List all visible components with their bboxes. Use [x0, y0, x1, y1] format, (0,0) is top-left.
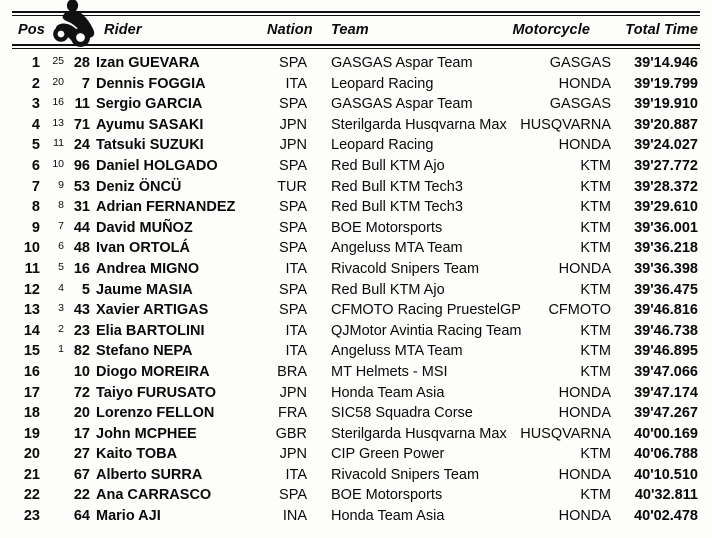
row-points: 7 [58, 219, 64, 232]
row-total-time: 39'14.946 [634, 55, 698, 71]
row-motorcycle: KTM [580, 487, 611, 504]
row-team: Angeluss MTA Team [331, 343, 463, 360]
row-rider-name: Ana CARRASCO [96, 487, 212, 504]
row-team: Red Bull KTM Tech3 [331, 178, 463, 195]
row-rider-name: Ayumu SASAKI [96, 116, 204, 133]
row-total-time: 39'46.895 [634, 343, 698, 360]
row-position: 20 [23, 446, 40, 463]
row-total-time: 39'36.218 [634, 240, 698, 257]
row-bike-number: 44 [73, 219, 90, 236]
row-rider-name: Kaito TOBA [96, 446, 178, 463]
row-nation: SPA [279, 487, 307, 504]
header-rule-bottom-thick [12, 44, 700, 46]
row-nation: SPA [279, 96, 307, 113]
row-motorcycle: HONDA [558, 466, 611, 483]
row-bike-number: 23 [73, 322, 90, 339]
row-bike-number: 53 [73, 178, 90, 195]
row-team: BOE Motorsports [331, 487, 443, 504]
row-bike-number: 96 [73, 157, 90, 174]
row-position: 4 [31, 116, 40, 133]
row-total-time: 39'36.398 [634, 260, 698, 277]
row-bike-number: 31 [73, 199, 90, 216]
row-team: Sterilgarda Husqvarna Max [331, 116, 507, 133]
row-bike-number: 27 [73, 446, 90, 463]
row-team: Honda Team Asia [331, 384, 445, 401]
row-motorcycle: CFMOTO [548, 302, 611, 319]
column-header-motorcycle: Motorcycle [512, 22, 590, 38]
row-team: Red Bull KTM Ajo [331, 281, 445, 298]
row-team: Sterilgarda Husqvarna Max [331, 425, 507, 442]
row-rider-name: Andrea MIGNO [96, 260, 200, 277]
row-points: 1 [58, 343, 64, 356]
row-rider-name: Izan GUEVARA [96, 55, 200, 71]
row-bike-number: 43 [73, 302, 90, 319]
row-rider-name: John MCPHEE [96, 425, 197, 442]
row-bike-number: 7 [81, 75, 90, 92]
row-rider-name: Adrian FERNANDEZ [96, 199, 236, 216]
row-total-time: 40'02.478 [634, 508, 698, 525]
row-team: Red Bull KTM Tech3 [331, 199, 463, 216]
row-nation: JPN [279, 446, 307, 463]
table-row[interactable] [0, 362, 712, 383]
row-total-time: 40'10.510 [634, 466, 698, 483]
table-row[interactable] [0, 383, 712, 404]
row-position: 6 [31, 157, 40, 174]
row-nation: FRA [278, 405, 307, 422]
table-row[interactable] [0, 444, 712, 465]
row-nation: INA [282, 508, 307, 525]
row-motorcycle: HONDA [558, 75, 611, 92]
row-points: 11 [53, 137, 64, 150]
row-bike-number: 5 [81, 281, 90, 298]
header-rule-bottom-thin [12, 48, 700, 49]
row-motorcycle: KTM [580, 178, 611, 195]
row-nation: ITA [285, 466, 307, 483]
row-team: Red Bull KTM Ajo [331, 157, 445, 174]
row-total-time: 40'06.788 [634, 446, 698, 463]
row-position: 11 [24, 260, 40, 277]
row-total-time: 39'47.267 [634, 405, 698, 422]
row-nation: SPA [279, 219, 307, 236]
row-position: 3 [31, 96, 40, 113]
row-total-time: 40'32.811 [634, 487, 698, 504]
row-nation: ITA [285, 343, 307, 360]
column-header-rider: Rider [104, 22, 142, 38]
table-row[interactable] [0, 94, 712, 115]
row-bike-number: 11 [74, 96, 90, 113]
row-team: CFMOTO Racing PruestelGP [331, 302, 521, 319]
row-position: 17 [23, 384, 40, 401]
table-row[interactable] [0, 403, 712, 424]
row-rider-name: Lorenzo FELLON [96, 405, 215, 422]
row-team: Leopard Racing [331, 137, 434, 154]
table-row[interactable] [0, 300, 712, 321]
column-header-pos: Pos [18, 22, 45, 38]
row-bike-number: 16 [73, 260, 90, 277]
row-position: 23 [23, 508, 40, 525]
row-motorcycle: KTM [580, 199, 611, 216]
table-row[interactable] [0, 280, 712, 301]
row-position: 9 [31, 219, 40, 236]
row-bike-number: 17 [73, 425, 90, 442]
row-bike-number: 64 [73, 508, 90, 525]
row-rider-name: Daniel HOLGADO [96, 157, 218, 174]
row-position: 2 [31, 75, 40, 92]
table-row[interactable] [0, 218, 712, 239]
row-motorcycle: HUSQVARNA [520, 116, 611, 133]
row-total-time: 39'27.772 [634, 157, 698, 174]
row-total-time: 39'36.475 [634, 281, 698, 298]
table-row[interactable] [0, 238, 712, 259]
row-position: 5 [31, 137, 40, 154]
row-points: 3 [58, 302, 64, 315]
row-rider-name: Sergio GARCIA [96, 96, 203, 113]
column-header-nation: Nation [267, 22, 313, 38]
row-nation: GBR [275, 425, 307, 442]
row-rider-name: Deniz ÖNCÜ [96, 178, 182, 195]
row-total-time: 39'19.910 [634, 96, 698, 113]
row-rider-name: Alberto SURRA [96, 466, 203, 483]
row-position: 15 [23, 343, 40, 360]
row-motorcycle: KTM [580, 363, 611, 380]
row-motorcycle: HONDA [558, 260, 611, 277]
row-motorcycle: KTM [580, 322, 611, 339]
row-points: 6 [58, 240, 64, 253]
row-total-time: 39'36.001 [634, 219, 698, 236]
row-position: 16 [23, 363, 40, 380]
row-nation: SPA [279, 302, 307, 319]
row-motorcycle: KTM [580, 157, 611, 174]
row-bike-number: 22 [73, 487, 90, 504]
row-position: 13 [23, 302, 40, 319]
row-team: CIP Green Power [331, 446, 445, 463]
row-rider-name: Jaume MASIA [96, 281, 193, 298]
row-bike-number: 10 [73, 363, 90, 380]
table-row[interactable] [0, 424, 712, 445]
row-motorcycle: HONDA [558, 508, 611, 525]
row-motorcycle: KTM [580, 343, 611, 360]
table-row[interactable] [0, 465, 712, 486]
row-points: 16 [52, 96, 64, 109]
row-motorcycle: HONDA [558, 405, 611, 422]
row-total-time: 39'47.066 [634, 363, 698, 380]
row-total-time: 40'00.169 [634, 425, 698, 442]
row-bike-number: 67 [73, 466, 90, 483]
table-row[interactable] [0, 506, 712, 527]
row-nation: SPA [279, 281, 307, 298]
row-team: SIC58 Squadra Corse [331, 405, 473, 422]
row-motorcycle: KTM [580, 281, 611, 298]
row-bike-number: 28 [73, 55, 90, 71]
row-points: 2 [58, 322, 64, 335]
row-team: BOE Motorsports [331, 219, 443, 236]
row-nation: JPN [279, 137, 307, 154]
row-points: 8 [58, 199, 64, 212]
row-nation: ITA [285, 75, 307, 92]
row-position: 14 [23, 322, 40, 339]
row-rider-name: David MUÑOZ [96, 219, 193, 236]
table-row[interactable] [0, 74, 712, 95]
row-motorcycle: HONDA [558, 384, 611, 401]
row-rider-name: Mario AJI [96, 508, 161, 525]
table-row[interactable] [0, 485, 712, 506]
row-nation: SPA [279, 55, 307, 71]
table-row[interactable] [0, 197, 712, 218]
row-nation: JPN [279, 384, 307, 401]
column-header-total-time: Total Time [625, 22, 698, 38]
row-points: 5 [58, 260, 64, 273]
row-total-time: 39'20.887 [634, 116, 698, 133]
row-motorcycle: GASGAS [549, 96, 611, 113]
row-total-time: 39'47.174 [634, 384, 698, 401]
row-team: GASGAS Aspar Team [331, 96, 473, 113]
row-nation: SPA [279, 199, 307, 216]
row-position: 1 [31, 55, 40, 71]
row-motorcycle: HONDA [558, 137, 611, 154]
row-bike-number: 48 [73, 240, 90, 257]
row-motorcycle: KTM [580, 219, 611, 236]
table-row[interactable] [0, 53, 712, 74]
row-rider-name: Tatsuki SUZUKI [96, 137, 204, 154]
row-total-time: 39'19.799 [634, 75, 698, 92]
row-rider-name: Elia BARTOLINI [96, 322, 205, 339]
row-position: 10 [23, 240, 40, 257]
row-points: 10 [52, 157, 64, 170]
row-team: Leopard Racing [331, 75, 434, 92]
row-position: 19 [23, 425, 40, 442]
row-points: 4 [58, 281, 64, 294]
row-points: 20 [52, 75, 64, 88]
results-table-body [0, 53, 712, 527]
row-total-time: 39'24.027 [634, 137, 698, 154]
row-motorcycle: KTM [580, 446, 611, 463]
row-rider-name: Diogo MOREIRA [96, 363, 210, 380]
row-points: 9 [58, 178, 64, 191]
row-total-time: 39'28.372 [634, 178, 698, 195]
row-bike-number: 24 [73, 137, 90, 154]
row-position: 22 [23, 487, 40, 504]
row-position: 7 [31, 178, 40, 195]
row-position: 12 [23, 281, 40, 298]
table-row[interactable] [0, 341, 712, 362]
header-rule-top-thick [12, 11, 700, 13]
table-row[interactable] [0, 115, 712, 136]
row-rider-name: Stefano NEPA [96, 343, 193, 360]
row-points: 25 [52, 55, 64, 67]
row-motorcycle: KTM [580, 240, 611, 257]
row-total-time: 39'46.816 [634, 302, 698, 319]
table-row[interactable] [0, 177, 712, 198]
row-team: Rivacold Snipers Team [331, 260, 480, 277]
row-nation: JPN [279, 116, 307, 133]
table-row[interactable] [0, 259, 712, 280]
row-nation: BRA [277, 363, 307, 380]
row-rider-name: Xavier ARTIGAS [96, 302, 209, 319]
column-header-team: Team [331, 22, 369, 38]
row-position: 18 [23, 405, 40, 422]
table-row[interactable] [0, 156, 712, 177]
table-header [0, 0, 712, 52]
table-row[interactable] [0, 135, 712, 156]
row-motorcycle: HUSQVARNA [520, 425, 611, 442]
row-team: Angeluss MTA Team [331, 240, 463, 257]
row-nation: SPA [279, 240, 307, 257]
row-team: MT Helmets - MSI [331, 363, 448, 380]
row-nation: TUR [277, 178, 307, 195]
row-team: QJMotor Avintia Racing Team [331, 322, 522, 339]
row-total-time: 39'46.738 [634, 322, 698, 339]
row-team: Rivacold Snipers Team [331, 466, 480, 483]
row-nation: ITA [285, 260, 307, 277]
row-bike-number: 20 [73, 405, 90, 422]
row-points: 13 [52, 116, 64, 129]
row-nation: SPA [279, 157, 307, 174]
row-rider-name: Taiyo FURUSATO [96, 384, 217, 401]
row-bike-number: 71 [73, 116, 90, 133]
row-team: Honda Team Asia [331, 508, 445, 525]
row-motorcycle: GASGAS [549, 55, 611, 71]
row-rider-name: Ivan ORTOLÁ [96, 240, 190, 257]
row-position: 21 [23, 466, 40, 483]
row-team: GASGAS Aspar Team [331, 55, 473, 71]
row-bike-number: 72 [73, 384, 90, 401]
row-total-time: 39'29.610 [634, 199, 698, 216]
row-bike-number: 82 [73, 343, 90, 360]
header-rule-top-thin [12, 15, 700, 16]
row-nation: ITA [285, 322, 307, 339]
table-row[interactable] [0, 321, 712, 342]
row-position: 8 [31, 199, 40, 216]
row-rider-name: Dennis FOGGIA [96, 75, 206, 92]
